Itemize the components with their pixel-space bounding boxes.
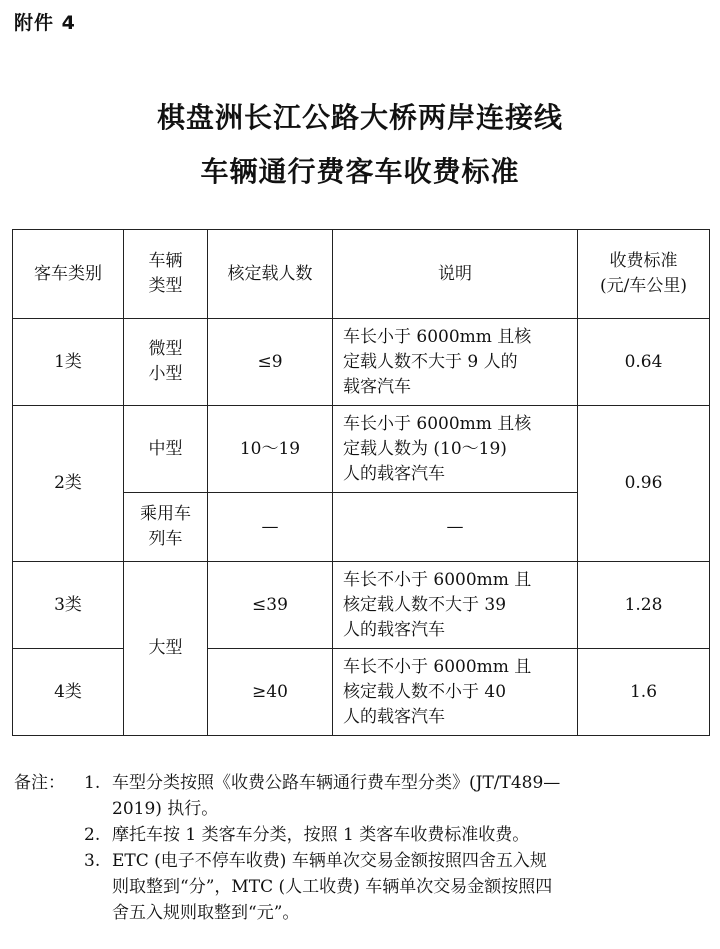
header-fee-line1: 收费标准 [609,251,678,271]
row1-category: 1类 [13,319,124,406]
row3-category: 3类 [13,562,124,649]
header-fee [578,230,710,319]
row2b-type [124,493,208,562]
note-item [14,848,714,926]
notes-section [14,770,714,926]
row2b-type-line1: 乘用车 [140,504,191,524]
table-row [13,562,710,649]
note3-line2: 则取整到“分”，MTC (人工收费) 车辆单次交易金额按照四 [112,877,553,897]
header-category: 客车类别 [13,230,124,319]
row4-desc-line1: 车长不小于 6000mm 且 [343,656,532,677]
note1-line1: 车型分类按照《收费公路车辆通行费车型分类》(JT/T489— [112,773,561,793]
header-vehicle-type [124,230,208,319]
row2-type: 中型 [124,406,208,493]
row2-capacity: 10～19 [208,406,333,493]
note-number: 2. [84,825,101,845]
row1-desc-line2: 定载人数不大于 9 人的 [343,351,518,372]
header-capacity: 核定载人数 [208,230,333,319]
row2b-capacity: — [208,493,333,562]
table-row [13,406,710,493]
row1-type-line1: 微型 [148,339,183,359]
row1-description [333,319,578,406]
row2-category: 2类 [13,406,124,562]
row1-type [124,319,208,406]
document-title-line2: 车辆通行费客车收费标准 [200,155,520,188]
row2-description [333,406,578,493]
note3-line3: 舍五入规则取整到“元”。 [112,903,300,923]
header-description: 说明 [333,230,578,319]
row2-desc-line1: 车长小于 6000mm 且核 [343,413,532,434]
row3-desc-line2: 核定载人数不大于 39 [343,594,507,615]
row2-fee: 0.96 [578,406,710,562]
row3-capacity: ≤39 [208,562,333,649]
note-item [14,822,714,848]
note-number: 1. [84,773,101,793]
table-header-row [13,230,710,319]
row2-desc-line2: 定载人数为 (10～19) [343,438,507,459]
row2b-type-line2: 列车 [148,529,183,549]
note2-line1: 摩托车按 1 类客车分类，按照 1 类客车收费标准收费。 [112,825,530,845]
row1-capacity: ≤9 [208,319,333,406]
row2b-description: — [333,493,578,562]
row1-type-line2: 小型 [148,364,183,384]
row4-desc-line3: 人的载客汽车 [343,706,445,727]
notes-label: 备注： [14,773,65,793]
table-row [13,319,710,406]
row3-description [333,562,578,649]
note-item [14,770,714,822]
note3-line1: ETC (电子不停车收费) 车辆单次交易金额按照四舍五入规 [112,851,547,871]
fee-standard-table [12,229,710,736]
row3-fee: 1.28 [578,562,710,649]
row3-type: 大型 [124,562,208,736]
row4-fee: 1.6 [578,649,710,736]
row4-capacity: ≥40 [208,649,333,736]
row4-category: 4类 [13,649,124,736]
note-number: 3. [84,851,101,871]
document-title-line1: 棋盘洲长江公路大桥两岸连接线 [156,101,563,134]
row3-desc-line3: 人的载客汽车 [343,619,445,640]
row1-fee: 0.64 [578,319,710,406]
header-vehicle-type-line2: 类型 [148,276,183,296]
table-row [13,649,710,736]
row2-desc-line3: 人的载客汽车 [343,463,445,484]
row1-desc-line1: 车长小于 6000mm 且核 [343,326,532,347]
header-fee-line2: (元/车公里) [600,276,687,296]
row4-description [333,649,578,736]
header-vehicle-type-line1: 车辆 [148,251,183,271]
attachment-label: 附件 4 [14,12,76,34]
row3-desc-line1: 车长不小于 6000mm 且 [343,569,532,590]
note1-line2: 2019) 执行。 [112,799,219,819]
row1-desc-line3: 载客汽车 [343,376,411,397]
row4-desc-line2: 核定载人数不小于 40 [343,681,507,702]
